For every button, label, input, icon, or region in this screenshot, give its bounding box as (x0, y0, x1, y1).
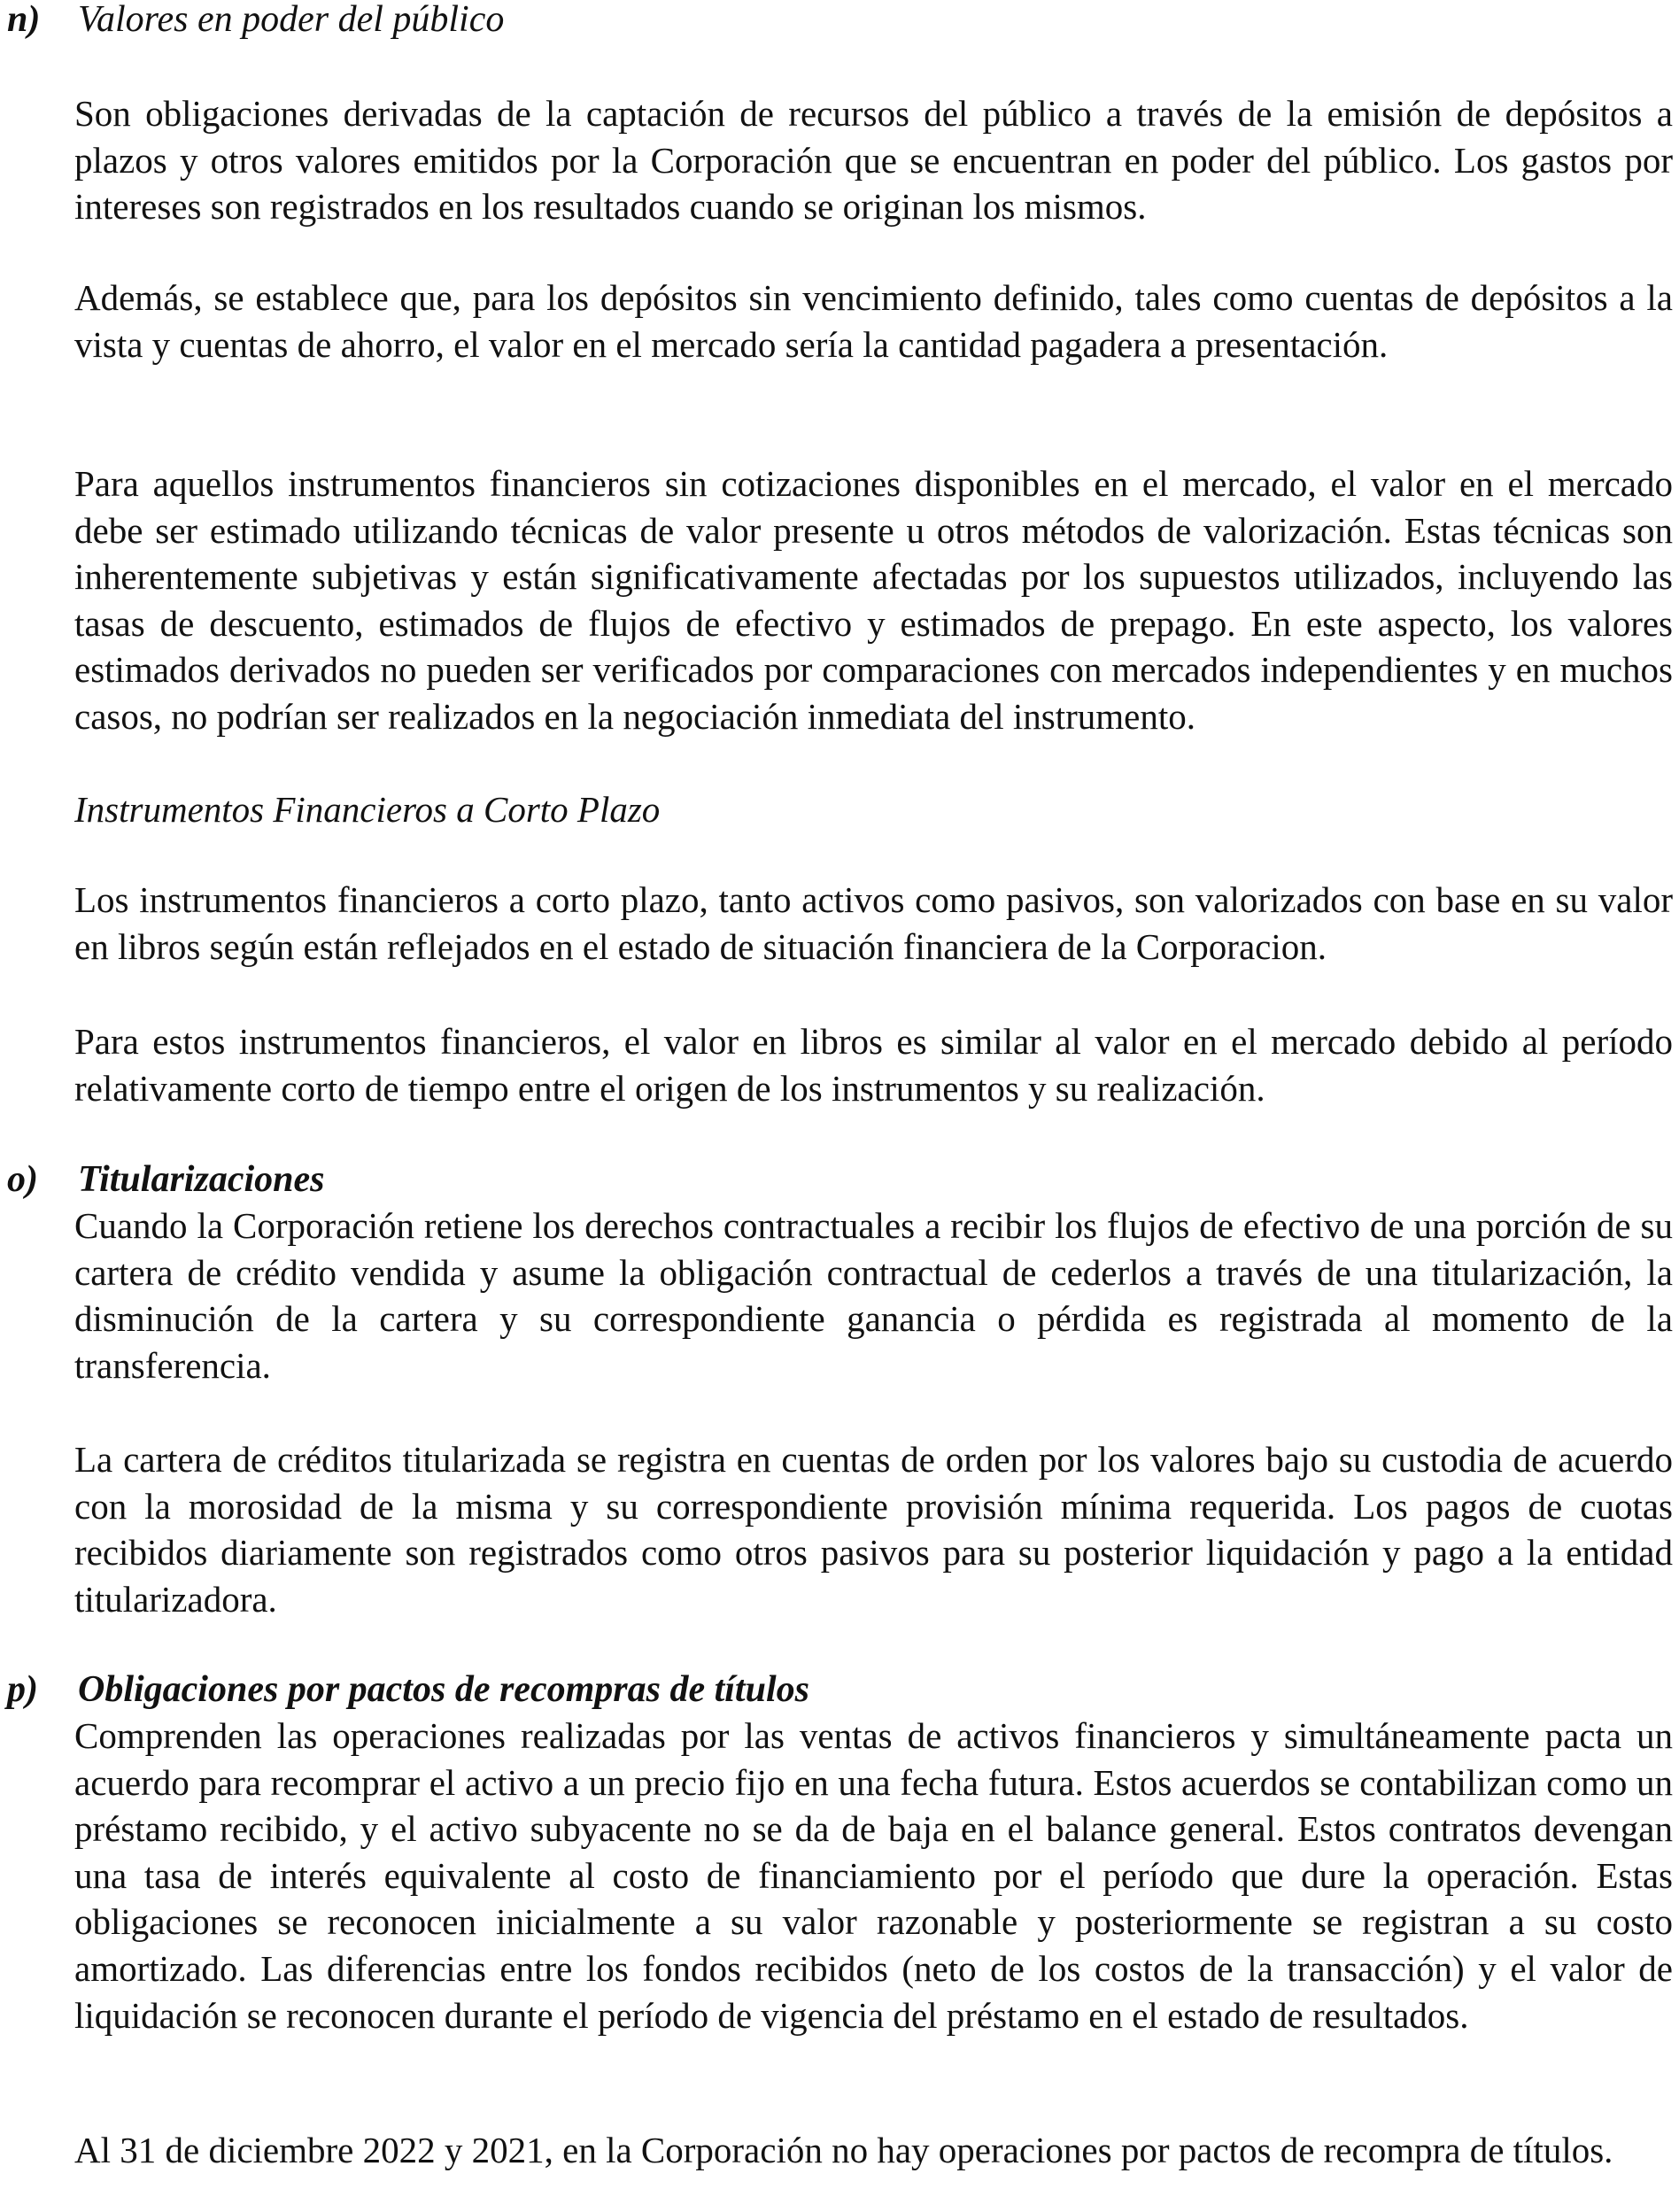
section-n-heading (7, 0, 504, 43)
section-n-sub-paragraph-2: Para estos instrumentos financieros, el valor en libros es similar al valor en el mercado debido al período relativamente corto de tiempo entre el origen de los instrumentos y su realización. (74, 1021, 1673, 1109)
section-n-paragraph-2: Además, se establece que, para los depósitos sin vencimiento definido, tales como cuentas de depósitos a la vista y cuentas de ahorro, el valor en el mercado sería la cantidad pagadera a presentación. (74, 277, 1673, 365)
section-n-title: Valores en poder del público (78, 0, 505, 40)
section-p-heading (7, 1667, 809, 1713)
section-o-paragraph-2: La cartera de créditos titularizada se registra en cuentas de orden por los valores bajo su custodia de acuerdo con la morosidad de la misma y su correspondiente provisión mínima requerida. Los pagos de cuotas recibidos diariamente son registrados como otros pasivos para su posterior liquidación y pago a la entidad titularizadora. (74, 1439, 1673, 1620)
section-o-title: Titularizaciones (78, 1159, 325, 1200)
section-p-title: Obligaciones por pactos de recompras de títulos (78, 1669, 809, 1710)
section-p-paragraph-2: Al 31 de diciembre 2022 y 2021, en la Corporación no hay operaciones por pactos de recompra de títulos. (74, 2130, 1613, 2170)
section-o-paragraph-1: Cuando la Corporación retiene los derechos contractuales a recibir los flujos de efectivo de una porción de su cartera de crédito vendida y asume la obligación contractual de cederlos a través de una titularización, la disminución de la cartera y su correspondiente ganancia o pérdida es registrada al momento de la transferencia. (74, 1205, 1673, 1386)
section-n-paragraph-1: Son obligaciones derivadas de la captación de recursos del público a través de la emisión de depósitos a plazos y otros valores emitidos por la Corporación que se encuentran en poder del público. Los gastos por intereses son registrados en los resultados cuando se originan los mismos. (74, 93, 1673, 228)
section-n-letter: n) (7, 0, 41, 40)
section-o-letter: o) (7, 1159, 38, 1200)
section-n-paragraph-3: Para aquellos instrumentos financieros sin cotizaciones disponibles en el mercado, el valor en el mercado debe ser estimado utilizando técnicas de valor presente u otros métodos de valorización. Estas técnicas son inherentemente subjetivas y están significativamente afectadas por los supuestos utilizados, incluyendo las tasas de descuento, estimados de flujos de efectivo y estimados de prepago. En este aspecto, los valores estimados derivados no pueden ser verificados por comparaciones con mercados independientes y en muchos casos, no podrían ser realizados en la negociación inmediata del instrumento. (74, 463, 1673, 737)
section-n-sub-paragraph-1: Los instrumentos financieros a corto plazo, tanto activos como pasivos, son valorizados con base en su valor en libros según están reflejados en el estado de situación financiera de la Corporacion. (74, 879, 1673, 967)
section-p-paragraph-1: Comprenden las operaciones realizadas por las ventas de activos financieros y simultáneamente pacta un acuerdo para recomprar el activo a un precio fijo en una fecha futura. Estos acuerdos se contabilizan como un préstamo recibido, y el activo subyacente no se da de baja en el balance general. Estos contratos devengan una tasa de interés equivalente al costo de financiamiento por el período que dure la operación. Estas obligaciones se reconocen inicialmente a su valor razonable y posteriormente se registran a su costo amortizado. Las diferencias entre los fondos recibidos (neto de los costos de la transacción) y el valor de liquidación se reconocen durante el período de vigencia del préstamo en el estado de resultados. (74, 1715, 1673, 2036)
section-p-letter: p) (7, 1669, 38, 1710)
section-o-heading (7, 1156, 324, 1203)
section-n-subtitle: Instrumentos Financieros a Corto Plazo (74, 789, 661, 830)
